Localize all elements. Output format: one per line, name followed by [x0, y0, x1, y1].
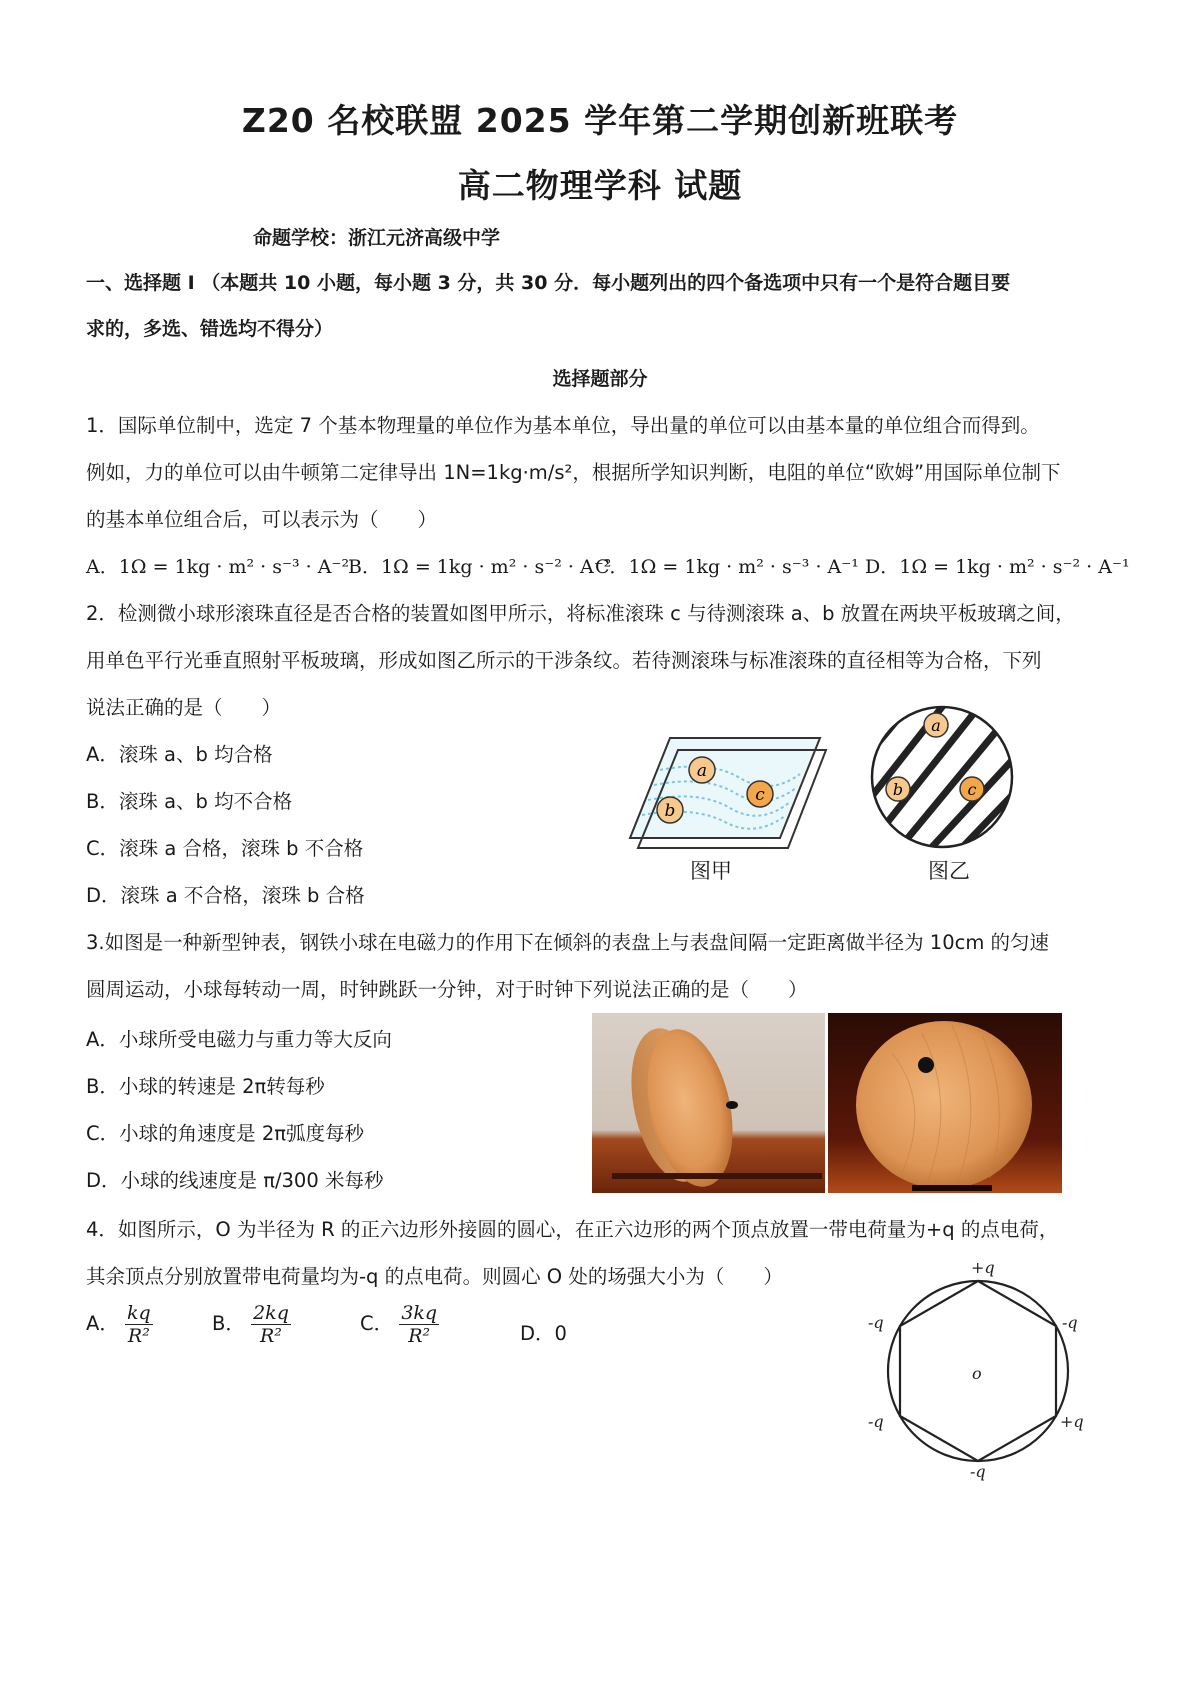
q1-line-1: 1．国际单位制中，选定 7 个基本物理量的单位作为基本单位，导出量的单位可以由基本量的单位组合而得到。	[86, 414, 1040, 437]
q4-option-a	[86, 1302, 153, 1347]
charge-lower-right: +q	[1060, 1412, 1084, 1431]
q4-option-b-numerator: 2kq	[253, 1302, 289, 1324]
hexagon-charge-figure	[868, 1255, 1088, 1485]
q2-line-1: 2．检测微小球形滚珠直径是否合格的装置如图甲所示，将标准滚珠 c 与待测滚珠 a、b 放置在两块平板玻璃之间，	[86, 602, 1075, 625]
q1-line-2: 例如，力的单位可以由牛顿第二定律导出 1N=1kg·m/s²，根据所学知识判断，电阻的单位“欧姆”用国际单位制下	[86, 461, 1061, 484]
q1-line-3: 的基本单位组合后，可以表示为（ ）	[86, 508, 438, 531]
q3-line-1: 3.如图是一种新型钟表，钢铁小球在电磁力的作用下在倾斜的表盘上与表盘间隔一定距离做半径为 10cm 的匀速	[86, 931, 1050, 954]
q4-option-c-label: C．	[360, 1312, 394, 1335]
section-heading-cont: 求的，多选、错选均不得分）	[86, 318, 334, 340]
q4-line-1: 4．如图所示，O 为半径为 R 的正六边形外接圆的圆心，在正六边形的两个顶点放置一带电荷量为+q 的点电荷，	[86, 1218, 1059, 1241]
fringe-ball-c-label: c	[967, 780, 977, 799]
q2-option-a: A．滚珠 a、b 均合格	[86, 743, 273, 766]
q4-option-a-label: A．	[86, 1312, 119, 1335]
q4-option-a-numerator: kq	[127, 1302, 151, 1324]
q4-option-c	[360, 1302, 439, 1347]
q2-option-b: B．滚珠 a、b 均不合格	[86, 790, 293, 813]
q2-option-d: D．滚珠 a 不合格，滚珠 b 合格	[86, 884, 365, 907]
q4-option-a-denominator: R²	[127, 1325, 150, 1347]
figure-b-caption: 图乙	[928, 859, 970, 883]
ball-c-label: c	[755, 785, 765, 805]
q3-option-b: B．小球的转速是 2π转每秒	[86, 1075, 325, 1098]
interference-fringes-figure	[868, 703, 1016, 851]
q4-option-b-label: B．	[212, 1312, 245, 1335]
charge-top: +q	[971, 1258, 995, 1277]
charge-lower-left: -q	[868, 1412, 884, 1431]
figure-a-caption: 图甲	[690, 859, 732, 883]
q4-option-c-numerator: 3kq	[401, 1302, 438, 1324]
school-label: 命题学校：浙江元济高级中学	[253, 227, 501, 249]
charge-upper-right: -q	[1062, 1313, 1078, 1332]
q2-line-2: 用单色平行光垂直照射平板玻璃，形成如图乙所示的干涉条纹。若待测滚珠与标准滚珠的直径相等为合格，下列	[86, 649, 1042, 672]
center-label: o	[972, 1364, 982, 1383]
q4-option-b	[212, 1302, 291, 1347]
charge-bottom: -q	[970, 1462, 986, 1481]
q1-option-c: C．1Ω = 1kg · m² · s⁻³ · A⁻¹	[595, 556, 859, 578]
part-title: 选择题部分	[552, 368, 648, 390]
q2-option-c: C．滚珠 a 合格，滚珠 b 不合格	[86, 837, 364, 860]
q4-option-b-fraction	[251, 1302, 291, 1347]
clock-photo	[592, 1013, 1062, 1193]
ball-a-label: a	[696, 761, 708, 781]
fringe-ball-a-label: a	[931, 716, 941, 735]
q2-line-3: 说法正确的是（ ）	[86, 696, 282, 719]
q3-option-d: D．小球的线速度是 π/300 米每秒	[86, 1169, 384, 1192]
fringe-ball-b-label: b	[892, 780, 904, 799]
q4-option-c-fraction	[399, 1302, 439, 1347]
charge-upper-left: -q	[868, 1313, 884, 1332]
q1-option-a: A．1Ω = 1kg · m² · s⁻³ · A⁻²	[86, 556, 350, 578]
exam-title: Z20 名校联盟 2025 学年第二学期创新班联考	[241, 101, 959, 140]
q1-option-d: D．1Ω = 1kg · m² · s⁻² · A⁻¹	[865, 556, 1130, 578]
q3-option-a: A．小球所受电磁力与重力等大反向	[86, 1028, 392, 1051]
q3-line-2: 圆周运动，小球每转动一周，时钟跳跃一分钟，对于时钟下列说法正确的是（ ）	[86, 978, 808, 1001]
q4-option-b-denominator: R²	[260, 1325, 282, 1347]
q1-option-b: B．1Ω = 1kg · m² · s⁻² · A⁻²	[348, 556, 612, 578]
ball-b-label: b	[664, 801, 676, 821]
section-heading: 一、选择题 Ⅰ （本题共 10 小题，每小题 3 分，共 30 分．每小题列出的四个备选项中只有一个是符合题目要	[86, 272, 1011, 294]
glass-plates-figure	[620, 730, 830, 870]
q3-option-c: C．小球的角速度是 2π弧度每秒	[86, 1122, 364, 1145]
q4-option-c-denominator: R²	[408, 1325, 431, 1347]
q4-option-a-fraction	[125, 1302, 153, 1347]
exam-subtitle: 高二物理学科 试题	[457, 166, 743, 205]
q4-line-2: 其余顶点分别放置带电荷量均为-q 的点电荷。则圆心 O 处的场强大小为（ ）	[86, 1265, 783, 1288]
q4-option-d: D．0	[520, 1322, 567, 1345]
